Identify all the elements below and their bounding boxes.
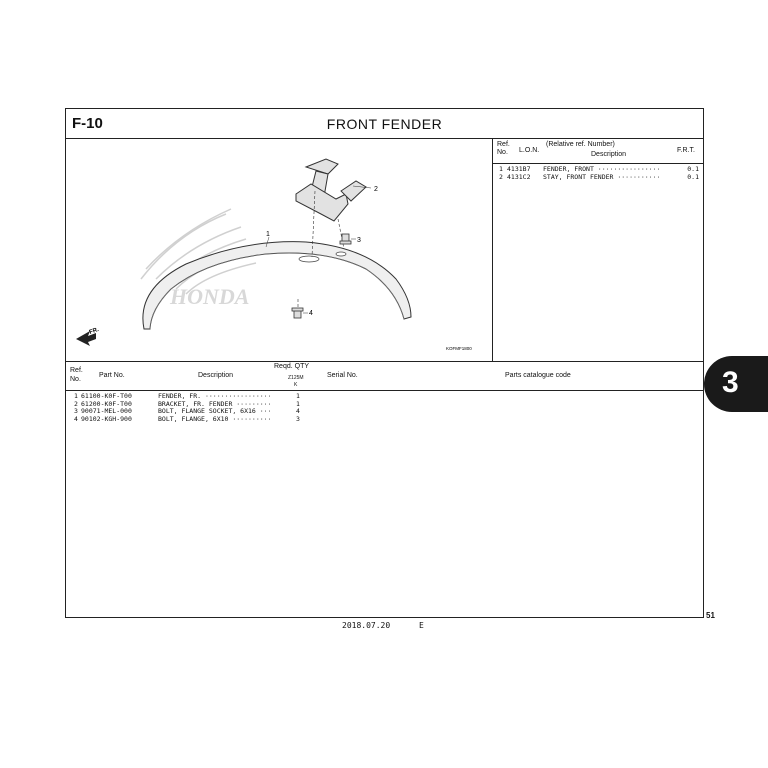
header-model-sub: K	[294, 382, 298, 388]
footer-edition: E	[419, 621, 424, 630]
callout-3: 3	[357, 237, 361, 244]
header-description: Description	[591, 151, 627, 158]
part-number: 61100-K0F-T00	[81, 392, 132, 400]
drawing-code: KOFMF1800	[446, 346, 472, 351]
socket-bolt-part	[340, 234, 351, 244]
fender-illustration	[66, 139, 492, 361]
ref-panel-header	[493, 139, 703, 164]
table-row	[74, 416, 308, 424]
watermark-text: HONDA	[170, 284, 250, 309]
quantity: 3	[296, 414, 300, 423]
table-row	[499, 173, 699, 181]
parts-table-rows	[74, 393, 308, 423]
part-number: 61200-K0F-T00	[81, 399, 132, 408]
callout-4: 4	[309, 310, 313, 317]
page-number: 51	[706, 611, 715, 620]
ref-number: 1	[499, 165, 503, 173]
lon-code: 4131B7	[507, 165, 531, 173]
parts-catalogue-page	[65, 108, 704, 618]
callout-1: 1	[266, 231, 270, 238]
header-model: Z125M	[288, 375, 304, 381]
header-serial-no: Serial No.	[327, 372, 358, 379]
title-bar	[66, 109, 703, 139]
ref-description: STAY, FRONT FENDER ···········	[543, 173, 661, 181]
lon-code: 4131C2	[507, 173, 531, 181]
figure-title: FRONT FENDER	[326, 116, 443, 132]
quantity: 1	[296, 392, 300, 400]
footer-date: 2018.07.20	[342, 621, 391, 630]
ref-panel-rows	[499, 165, 699, 181]
header-reqd-qty: Reqd. QTY	[274, 363, 310, 370]
header-frt: F.R.T.	[677, 147, 695, 154]
figure-code: F-10	[72, 115, 103, 132]
ref-number: 1	[74, 392, 78, 400]
flange-bolt-part	[292, 308, 303, 318]
part-description: FENDER, FR. ·················	[158, 392, 272, 400]
header-lon: L.O.N.	[519, 147, 540, 154]
part-description: BRACKET, FR. FENDER ·········	[158, 399, 272, 408]
table-row	[499, 165, 699, 173]
exploded-diagram	[66, 139, 493, 361]
section-tab-label: 3	[722, 366, 739, 399]
direction-label: FR.	[88, 326, 100, 336]
section-tab	[704, 356, 768, 412]
labor-reference-panel	[493, 139, 703, 361]
frt-value: 0.1	[687, 173, 699, 181]
fender-bracket-part	[296, 159, 366, 221]
part-number: 90102-KGH-900	[81, 414, 132, 423]
part-description: BOLT, FLANGE SOCKET, 6X16 ···	[158, 407, 272, 415]
quantity: 4	[296, 407, 300, 415]
frt-value: 0.1	[687, 165, 699, 173]
ref-number: 3	[74, 407, 78, 415]
parts-table-header	[66, 361, 703, 391]
ref-description: FENDER, FRONT ················	[543, 165, 661, 173]
ref-number: 2	[499, 173, 503, 181]
header-no: No.	[70, 376, 81, 383]
header-description: Description	[198, 372, 234, 379]
header-part-no: Part No.	[99, 372, 125, 379]
ref-number: 2	[74, 399, 78, 408]
part-number: 90071-MEL-000	[81, 407, 132, 415]
header-relative-ref: (Relative ref. Number)	[546, 141, 615, 148]
header-catalogue-code: Parts catalogue code	[505, 372, 571, 379]
callout-2: 2	[374, 186, 378, 193]
ref-number: 4	[74, 414, 78, 423]
header-ref: Ref.	[70, 367, 83, 374]
header-ref-no: Ref. No.	[497, 141, 510, 156]
quantity: 1	[296, 399, 300, 408]
part-description: BOLT, FLANGE, 6X10 ··········	[158, 414, 272, 423]
footer	[342, 621, 448, 630]
